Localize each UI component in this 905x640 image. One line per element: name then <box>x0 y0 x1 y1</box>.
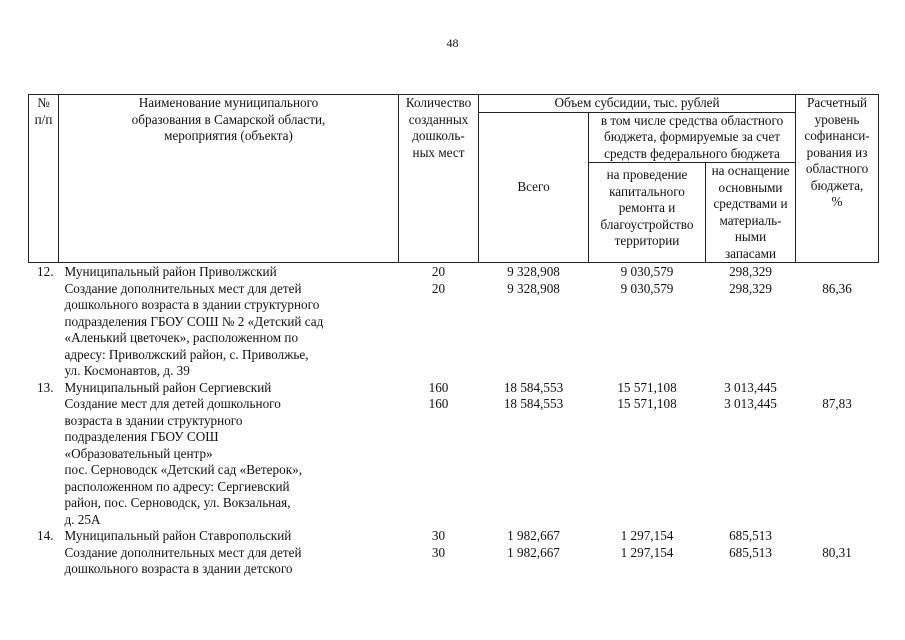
district-total: 1 982,667 <box>507 528 560 543</box>
district-repair: 15 571,108 <box>617 379 677 395</box>
table-row <box>29 281 879 380</box>
table-row <box>29 545 879 578</box>
district-name: Муниципальный район Ставропольский <box>64 528 292 543</box>
district-total: 18 584,553 <box>503 379 564 395</box>
district-repair: 1 297,154 <box>620 528 674 543</box>
header-federal: в том числе средства областного бюджета, формируемые за счет средств федерального бюджета <box>589 112 796 163</box>
object-repair: 15 571,108 <box>617 396 677 411</box>
object-repair: 1 297,154 <box>620 544 674 560</box>
table-body <box>29 263 879 578</box>
row-num: 13. <box>37 379 54 395</box>
subsidy-table <box>28 94 879 578</box>
page-number: 48 <box>446 36 459 50</box>
object-total: 1 982,667 <box>507 544 560 560</box>
object-equip: 298,329 <box>729 280 772 296</box>
row-num: 14. <box>37 528 54 543</box>
object-description: Создание дополнительных мест для детей дошкольного возраста в здании структурного подразделения ГБОУ СОШ № 2 «Детский сад «Аленький цветочек», расположенном по адресу: Приволжский район, с. Приволжье, ул. Космонавтов, д. 39 <box>64 280 324 378</box>
object-repair: 9 030,579 <box>620 280 674 296</box>
header-rate: Расчетный уровень софинанси- рования из областного бюджета, % <box>796 95 879 263</box>
table-row <box>29 528 879 545</box>
district-repair: 9 030,579 <box>620 264 674 279</box>
object-equip: 3 013,445 <box>724 396 777 411</box>
cofinancing-rate: 87,83 <box>822 396 852 411</box>
district-total: 9 328,908 <box>507 264 560 279</box>
object-places: 20 <box>431 280 446 296</box>
object-places: 160 <box>428 396 449 411</box>
row-num: 12. <box>37 264 54 279</box>
header-equip: на оснащение основными средствами и материаль- ными запасами <box>706 163 796 263</box>
district-equip: 298,329 <box>729 264 772 279</box>
header-total: Всего <box>479 112 589 263</box>
object-description: Создание мест для детей дошкольного возраста в здании структурного подразделения ГБОУ СОШ «Образовательный центр» пос. Серноводск «Детский сад «Ветерок», расположенном по адресу: Сергиевский район, пос. Серноводск, ул. Вокзальная, д. 25А <box>64 396 303 527</box>
district-name: Муниципальный район Сергиевский <box>64 379 272 395</box>
header-repair: на проведение капитального ремонта и благоустройство территории <box>589 163 706 263</box>
district-equip: 685,513 <box>729 528 772 543</box>
object-equip: 685,513 <box>729 544 772 560</box>
object-total: 18 584,553 <box>503 396 564 411</box>
table-row <box>29 263 879 281</box>
object-places: 30 <box>431 544 446 560</box>
district-name: Муниципальный район Приволжский <box>64 264 277 279</box>
table-header <box>29 95 879 263</box>
district-places: 20 <box>431 264 446 279</box>
district-places: 160 <box>428 379 449 395</box>
cofinancing-rate: 86,36 <box>822 280 852 296</box>
header-name: Наименование муниципального образования в Самарской области, мероприятия (объекта) <box>59 95 399 263</box>
object-description: Создание дополнительных мест для детей дошкольного возраста в здании детского <box>64 544 302 576</box>
header-num: № п/п <box>29 95 59 263</box>
object-total: 9 328,908 <box>507 280 560 296</box>
header-subsidy: Объем субсидии, тыс. рублей <box>479 95 796 113</box>
table-row <box>29 396 879 528</box>
district-equip: 3 013,445 <box>724 379 777 395</box>
table-row <box>29 380 879 397</box>
district-places: 30 <box>431 528 446 543</box>
header-places: Количество созданных дошколь- ных мест <box>399 95 479 263</box>
cofinancing-rate: 80,31 <box>822 544 852 560</box>
